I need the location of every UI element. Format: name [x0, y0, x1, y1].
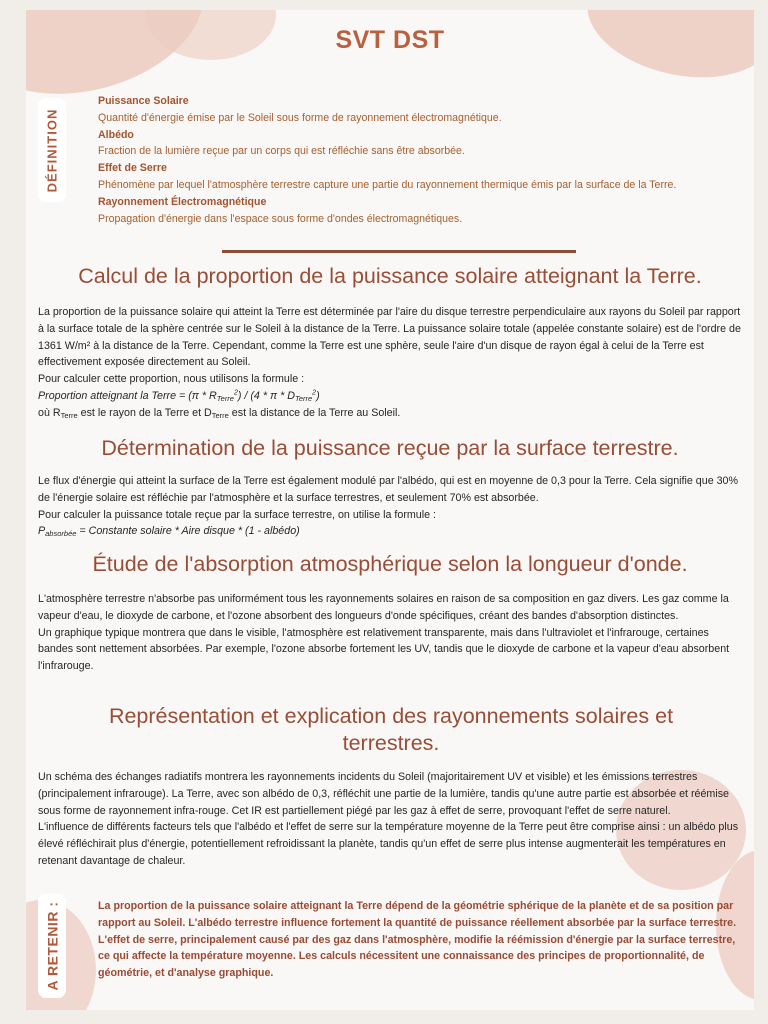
definition-text: Fraction de la lumière reçue par un corps qui est réfléchie sans être absorbée.: [98, 145, 465, 158]
retenir-label: [38, 894, 66, 998]
definition-text: Propagation d'énergie dans l'espace sous forme d'ondes électromagnétiques.: [98, 212, 463, 225]
definition-term: Rayonnement Électromagnétique: [98, 195, 267, 208]
paragraph: Un graphique typique montrera que dans le visible, l'atmosphère est relativement transparente, mais dans l'ultraviolet et l'infrarouge, certaines bandes sont nettement absorbées. Par exemple, l'ozone absorbe fortement les UV, tandis que le dioxyde de carbone et la vapeur d'eau absorbent l'infrarouge.: [38, 626, 730, 673]
definition-term: Effet de Serre: [98, 162, 167, 175]
section-heading-absorption: Étude de l'absorption atmosphérique selon la longueur d'onde.: [92, 552, 688, 576]
formula-proportion: Proportion atteignant la Terre = $(\pi * R_{Terre}^2) / (4$ * π * $D_{Terre}^2$): [38, 389, 320, 403]
definition-text: Quantité d'énergie émise par le Soleil sous forme de rayonnement électromagnétique.: [98, 111, 502, 124]
definition-label-text: DÉFINITION: [44, 108, 60, 192]
section-body-absorption: [38, 591, 744, 675]
paragraph: La proportion de la puissance solaire qui atteint la Terre est déterminée par l'aire du disque terrestre perpendiculaire aux rayons du Soleil par rapport à la surface totale de la sphère centrée sur le Soleil à la distance de la Terre. La puissance solaire totale (appelée constante solaire) est de l'ordre de 1361 W/m² à la distance de la Terre. Cependant, comme la Terre est une sphère, seule l'aire d'un disque de rayon égal à celui de la Terre est effectivement exposée directement au Soleil.: [38, 306, 741, 369]
retenir-label-text: A RETENIR :: [44, 901, 61, 991]
paragraph: Le flux d'énergie qui atteint la surface de la Terre est également modulé par l'albédo, qui est en moyenne de 0,3 pour la Terre. Cela signifie que 30% de l'énergie solaire est réfléchie par l'atmosphère et la surface terrestres, et seulement 70% est absorbée.: [38, 475, 738, 504]
definition-list: [98, 93, 738, 227]
section-body-puissance-recue: [38, 473, 744, 540]
section-heading-puissance-recue: Détermination de la puissance reçue par la surface terrestre.: [101, 436, 679, 460]
definition-term: Albédo: [98, 128, 134, 141]
document-page: [26, 10, 754, 1010]
definition-term: Puissance Solaire: [98, 95, 189, 107]
section-heading-proportion: Calcul de la proportion de la puissance solaire atteignant la Terre.: [78, 264, 702, 288]
definition-text: Phénomène par lequel l'atmosphère terrestre capture une partie du rayonnement thermique émis par la surface de la Terre.: [98, 178, 677, 191]
section-body-proportion: [38, 304, 744, 422]
paragraph: Un schéma des échanges radiatifs montrera les rayonnements incidents du Soleil (majoritairement UV et visible) et les émissions terrestres (principalement infrarouge). La Terre, avec son albédo de 0,3, réfléchit une partie de la lumière, tandis qu'une autre partie est absorbée et réémise sous forme de rayonnement infra-rouge. Cet IR est partiellement piégé par les gaz à effet de serre, provoquant l'effet de serre naturel.: [38, 771, 729, 817]
page-title: SVT DST: [335, 26, 445, 54]
paragraph: L'atmosphère terrestre n'absorbe pas uniformément tous les rayonnements solaires en raison de sa composition en gaz divers. Les gaz comme la vapeur d'eau, le dioxyde de carbone, et l'ozone absorbent des longueurs d'onde spécifiques, créant des bandes d'absorption distinctes.: [38, 593, 729, 622]
section-heading-rayonnements: Représentation et explication des rayonnements solaires et terrestres.: [108, 704, 674, 755]
definition-label: [38, 98, 66, 202]
retenir-summary: La proportion de la puissance solaire atteignant la Terre dépend de la géométrie sphérique de la planète et de sa position par rapport au Soleil. L'albédo terrestre influence fortement la quantité de puissance réellement absorbée par la surface terrestre. L'effet de serre, principalement causé par des gaz dans l'atmosphère, modifie la réémission d'énergie par la surface terrestre, ce qui affecte la température moyenne. Les calculs nécessitent une connaissance des principes de proportionnalité, de géométrie, et d'analyse graphique.: [98, 900, 737, 980]
section-divider: [222, 250, 576, 253]
formula-notation: où $R_{Terre}$ est le rayon de la Terre et $D_{Terre}$ est la distance de la Terre au Soleil.: [38, 406, 401, 420]
formula-puissance-absorbee: $P_{absorbée}$ = Constante solaire * Aire disque * (1 - albédo): [38, 525, 300, 539]
paragraph: Pour calculer la puissance totale reçue par la surface terrestre, on utilise la formule :: [38, 508, 437, 521]
paragraph: L'influence de différents facteurs tels que l'albédo et l'effet de serre sur la température moyenne de la Terre peut être comprise ainsi : un albédo plus élevé réfléchirait plus d'énergie, potentiellement refroidissant la planète, tandis qu'un effet de serre plus intense augmenterait les températures en retenant davantage de chaleur.: [38, 821, 739, 867]
paragraph: Pour calculer cette proportion, nous utilisons la formule :: [38, 373, 305, 386]
section-body-rayonnements: [38, 769, 744, 870]
